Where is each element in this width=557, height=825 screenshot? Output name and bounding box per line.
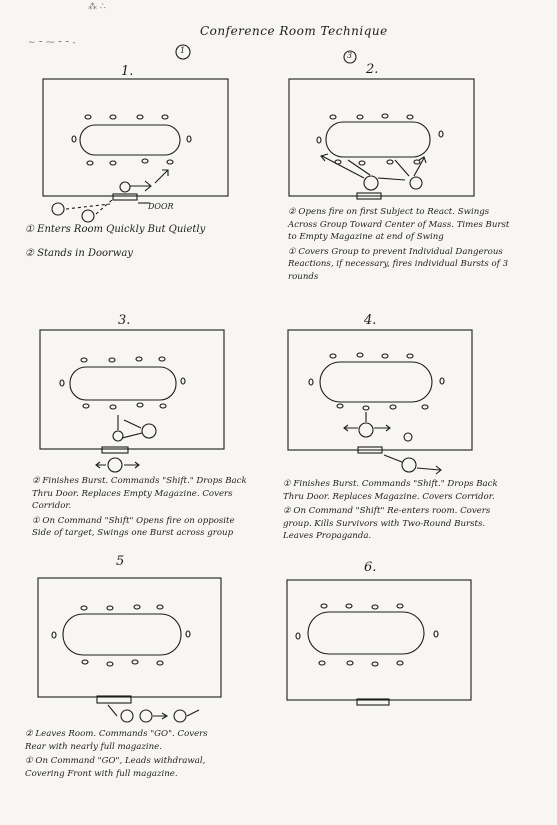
caption-line: ② On Command "Shift" Re-enters room. Covers group. Kills Survivors with Two-Round Bursts. Leaves Propaganda. (283, 506, 491, 541)
table-2 (326, 122, 430, 157)
agent-2-marker-p5 (121, 710, 133, 722)
document-title: Conference Room Technique (200, 24, 388, 38)
caption-line: ② Opens fire on first Subject to React. Swings Across Group Toward Center of Mass. Times Burst to Empty Magazine at end of Swing (288, 207, 510, 242)
room-1 (43, 79, 228, 196)
caption-line: ② Stands in Doorway (25, 248, 133, 259)
agent-2-marker-p2 (364, 176, 378, 190)
caption-line: ① Covers Group to prevent Individual Dangerous Reactions, if necessary, fires individual Bursts of 3 rounds (288, 246, 509, 282)
agent-2-marker-p3 (108, 458, 122, 472)
panel-number: 1. (121, 64, 134, 79)
agent-2-marker-p1 (52, 203, 64, 215)
panel-1-caption (25, 223, 245, 263)
door-3 (102, 447, 128, 453)
caption-line: ① Finishes Burst. Commands "Shift." Drops Back Thru Door. Replaces Magazine. Covers Corridor. (283, 479, 498, 502)
agent-2-marker-p4 (359, 423, 373, 437)
agent-1-marker-p4 (402, 458, 416, 472)
table-5 (63, 614, 181, 655)
page-mark-left: 1 (180, 46, 186, 55)
panel-5-caption (25, 728, 225, 782)
caption-line: ② Leaves Room. Commands "GO". Covers Rear with nearly full magazine. (25, 729, 208, 752)
panel-number: 6. (364, 560, 377, 575)
scan-smudge: ⁂ ∴ (88, 2, 106, 12)
agent-1-marker-p2 (410, 177, 422, 189)
table-4 (320, 362, 432, 402)
room-3 (40, 330, 224, 449)
panel-3-caption (32, 475, 247, 542)
panel-number: 5 (116, 554, 125, 569)
panel-2-caption (288, 206, 513, 285)
room-6 (287, 580, 471, 700)
agent-1-marker-p1 (82, 210, 94, 222)
agent-1-marker-p3 (142, 424, 156, 438)
table-1 (80, 125, 180, 155)
door-label: DOOR (148, 202, 174, 211)
caption-line: ② Finishes Burst. Commands "Shift." Drops Back Thru Door. Replaces Empty Magazine. Covers Corridor. (32, 476, 247, 511)
scan-smudge: ∼ ⁃ ⁓ ⁃ ⁃ - (28, 38, 76, 48)
caption-line: ① On Command "Shift" Opens fire on opposite Side of target, Swings one Burst across group (32, 515, 235, 538)
chairs-1 (72, 115, 191, 165)
panel-number: 3. (118, 313, 131, 328)
room-5 (38, 578, 221, 697)
table-6 (308, 612, 424, 654)
door-1 (113, 194, 137, 200)
panel-number: 4. (364, 313, 377, 328)
chairs-6 (296, 604, 438, 666)
table-3 (70, 367, 176, 400)
room-4 (288, 330, 472, 450)
agent-1-marker-p5 (140, 710, 152, 722)
panel-number: 2. (366, 62, 379, 77)
caption-line: ① On Command "GO", Leads withdrawal, Covering Front with full magazine. (25, 756, 206, 779)
caption-line: ① Enters Room Quickly But Quietly (25, 224, 206, 235)
chairs-3 (60, 357, 185, 409)
panel-4-caption (283, 478, 498, 545)
page-mark-right: 3 (347, 51, 353, 60)
